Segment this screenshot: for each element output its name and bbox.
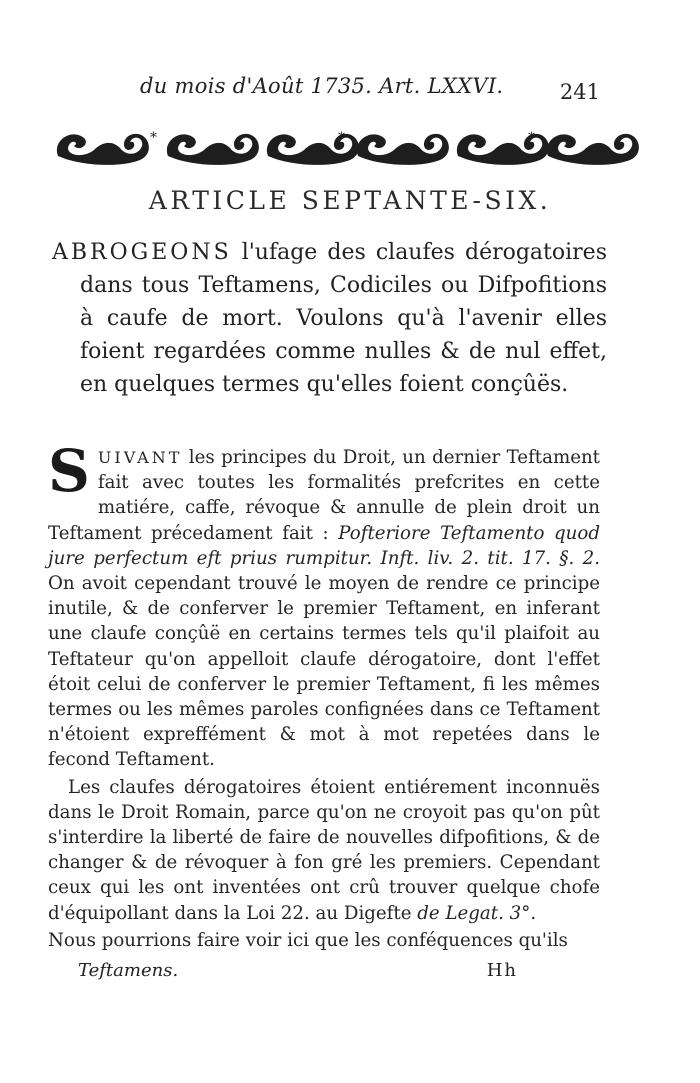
paragraph-2-text: Les claufes dérogatoires étoient entiérement inconnuës dans le Droit Romain, parce qu'on ne croyoit pas qu'on pût s'interdire la liberté de faire de nouvelles difpofitions, & de changer & de révoquer à fon gré les premiers. Cependant ceux qui les ont inventées ont crû trouver quelque chofe d'équipollant dans la Loi 22. au Digefte xyxy=(48,776,600,924)
running-head-title: du mois d'Août 1735. Art. LXXVI. xyxy=(140,74,504,98)
commentary-paragraph-2 xyxy=(48,775,600,926)
paragraph-3-text: Nous pourrions faire voir ici que les conféquences qu'ils xyxy=(48,929,568,951)
fleuron-band-icon xyxy=(50,120,650,170)
drop-cap: S xyxy=(48,437,90,505)
digest-citation: de Legat. 3°. xyxy=(417,902,537,924)
svg-text:*: * xyxy=(338,130,345,146)
opening-smallcaps: UIVANT xyxy=(97,448,183,467)
page-number: 241 xyxy=(559,80,600,104)
article-heading: ARTICLE SEPTANTE-SIX. xyxy=(148,186,552,215)
article-first-word: ABROGEONS xyxy=(52,240,232,265)
article-text xyxy=(52,236,607,401)
article-rest: l'ufage des claufes dérogatoires dans tous Teftamens, Codiciles ou Difpofitions à caufe de mort. Voulons qu'à l'avenir elles foient regardées comme nulles & de nul effet, en quelques termes qu'elles foient conçûës. xyxy=(80,240,607,397)
svg-text:*: * xyxy=(150,130,157,146)
commentary xyxy=(48,437,600,953)
paragraph-1-text-b: On avoit cependant trouvé le moyen de rendre ce principe inutile, & de conferver le premier Teftament, en inferant une claufe conçûë en certains termes tels qu'il plaifoit au Teftateur qu'on appelloit claufe dérogatoire, dont l'effet étoit celui de conferver le premier Teftament, fi les mêmes termes ou les mêmes paroles confignées dans ce Teftament n'étoient expreffément & mot à mot repetées dans le fecond Teftament. xyxy=(48,573,600,771)
commentary-paragraph-1 xyxy=(48,437,600,773)
signature-mark: Hh xyxy=(486,960,518,981)
commentary-paragraph-3 xyxy=(48,928,600,953)
article-paragraph xyxy=(52,236,607,401)
paragraph-1-text-a: les principes du Droit, un dernier Teftament fait avec toutes les formalités prefcrites en cette matiére, caffe, révoque & annulle de plein droit un Teftament précedament fait : xyxy=(48,447,600,544)
catchword: Teftamens. xyxy=(78,960,179,981)
running-head xyxy=(140,74,600,108)
latin-citation: Pofteriore Teftamento quod jure perfectum eft prius rumpitur. Inft. liv. 2. tit. 17. §. 2. xyxy=(48,522,600,569)
svg-text:*: * xyxy=(528,130,535,146)
page-footer xyxy=(78,960,518,988)
